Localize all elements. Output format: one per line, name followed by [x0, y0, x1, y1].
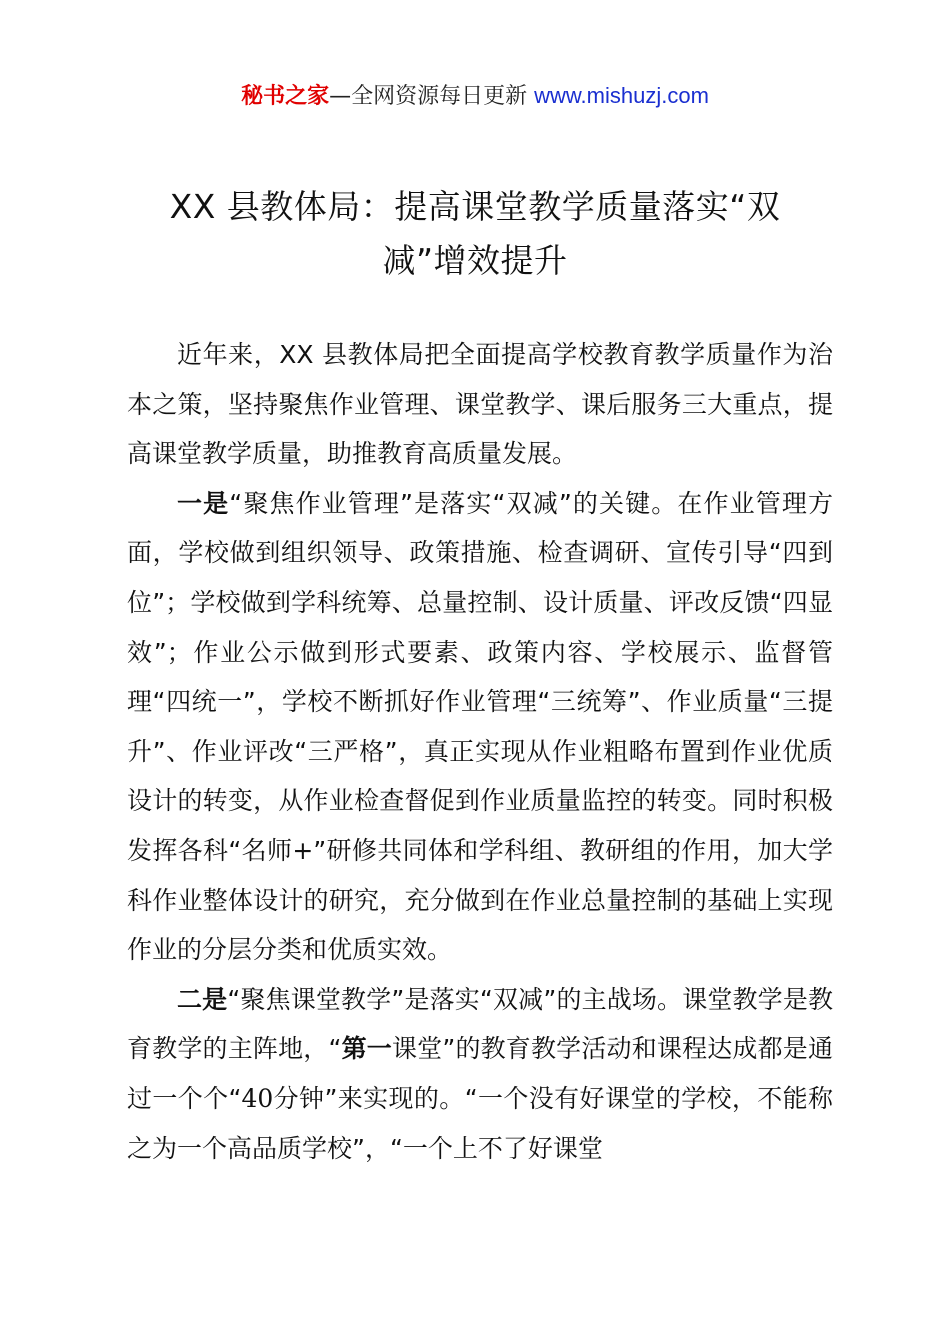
- paragraph-homework: [127, 479, 833, 975]
- paragraph-lead: 一是: [177, 488, 230, 518]
- paragraph-text: “聚焦课堂教学”是落实“双减”的主战场。课堂教学是教育教学的主阵地，“: [127, 984, 833, 1064]
- document-body: [127, 330, 833, 1173]
- document-title: XX 县教体局：提高课堂教学质量落实“双减”增效提升: [169, 187, 781, 280]
- site-banner: [0, 80, 950, 113]
- paragraph-text: 分钟”来实现的。“一个没有好课堂的学校，不能称之为一个高品质学校”，“一个上不了好课堂: [127, 1083, 834, 1163]
- paragraph-text: “聚焦作业管理”是落实“双减”的关键。在作业管理方面，学校做到组织领导、政策措施、检查调研、宣传引导“四到位”；学校做到学科统筹、总量控制、设计质量、评改反馈“四显效”；作业公示做到形式要素、政策内容、学校展示、监督管理“四统一”，学校不断抓好作业管理“三统筹”、作业质量“三提升”、作业评改“三严格”，真正实现从作业粗略布置到作业优质设计的转变，从作业检查督促到作业质量监控的转变。同时积极发挥各科“名师+”研修共同体和学科组、教研组的作用，加大学科作业整体设计的研究，充分做到在作业总量控制的基础上实现作业的分层分类和优质实效。: [127, 488, 833, 965]
- paragraph-lead: 二是: [177, 984, 228, 1014]
- brand-name: 秘书之家: [241, 84, 330, 109]
- paragraph-classroom: [127, 975, 833, 1173]
- paragraph-intro: [127, 330, 833, 479]
- paragraph-text: 课堂”的教育教学活动和课程达成都是通过一个个“: [127, 1034, 833, 1113]
- site-url-link[interactable]: www.mishuzj.com: [534, 83, 709, 108]
- minutes-number: 40: [241, 1083, 274, 1113]
- banner-tagline: —全网资源每日更新: [329, 84, 535, 109]
- paragraph-text: 近年来，XX 县教体局把全面提高学校教育教学质量作为治本之策，坚持聚焦作业管理、课堂教学、课后服务三大重点，提高课堂教学质量，助推教育高质量发展。: [127, 340, 833, 469]
- emphasis-text: 第一: [341, 1034, 392, 1064]
